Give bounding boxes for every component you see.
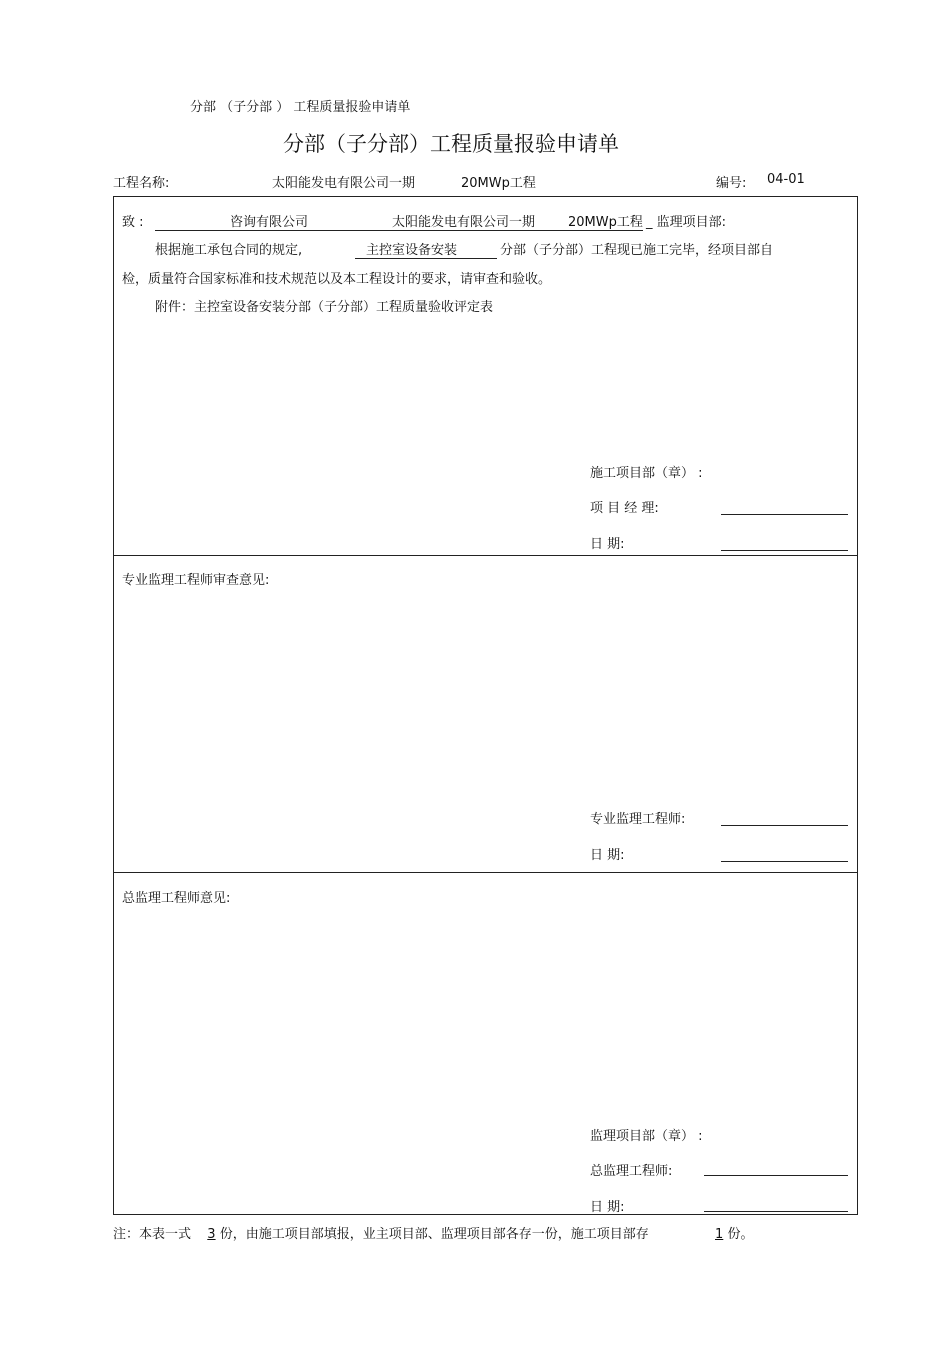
sig-dept-1: 施工项目部（章） : (590, 466, 703, 481)
sig-chief: 总监理工程师: (590, 1164, 673, 1179)
item-underline (355, 258, 497, 259)
to-project-suffix: 20MWp工程 (568, 215, 643, 230)
footer-note (113, 1223, 753, 1242)
to-company: 咨询有限公司 (230, 215, 309, 230)
project-suffix: 20MWp工程 (461, 176, 536, 191)
footer-post: 份。 (727, 1227, 754, 1242)
small-title: 分部 （子分部 ） 工程质量报验申请单 (190, 100, 411, 115)
sig-date-2: 日 期: (590, 848, 625, 863)
sig-dept-3: 监理项目部（章） : (590, 1129, 703, 1144)
project-name: 太阳能发电有限公司一期 (272, 176, 416, 191)
body-item: 主控室设备安装 (366, 243, 458, 258)
sig-date-3: 日 期: (590, 1200, 625, 1215)
sig-engineer-line[interactable] (721, 825, 848, 826)
sig-manager: 项 目 经 理: (590, 501, 659, 516)
sig-date-1: 日 期: (590, 537, 625, 552)
footer-mid: 份，由施工项目部填报，业主项目部、监理项目部各存一份，施工项目部存 (219, 1227, 649, 1242)
number-label: 编号: (716, 176, 747, 191)
chief-heading: 总监理工程师意见: (122, 891, 231, 906)
chief-opinion-section (113, 872, 858, 1215)
sig-engineer: 专业监理工程师: (590, 812, 686, 827)
footer-pre: 注：本表一式 (113, 1227, 192, 1242)
footer-keep: 1 (715, 1227, 724, 1242)
footer-copies: 3 (207, 1227, 216, 1242)
sig-date-3-line[interactable] (704, 1211, 848, 1212)
project-label: 工程名称: (113, 176, 170, 191)
to-project: 太阳能发电有限公司一期 (392, 215, 536, 230)
to-label: 致 : (122, 215, 144, 230)
sig-date-1-line[interactable] (721, 550, 848, 551)
engineer-heading: 专业监理工程师审查意见: (122, 573, 270, 588)
attachment: 附件：主控室设备安装分部（子分部）工程质量验收评定表 (155, 300, 494, 315)
sig-date-2-line[interactable] (721, 861, 848, 862)
sig-manager-line[interactable] (721, 514, 848, 515)
sig-chief-line[interactable] (704, 1175, 848, 1176)
to-dept: _ 监理项目部: (646, 215, 727, 230)
to-underline (155, 230, 643, 231)
body-line2: 检，质量符合国家标准和技术规范以及本工程设计的要求，请审查和验收。 (122, 272, 552, 287)
body-pre: 根据施工承包合同的规定, (155, 243, 303, 258)
number-value: 04-01 (767, 172, 805, 187)
body-post: 分部（子分部）工程现已施工完毕，经项目部自 (500, 243, 774, 258)
page-title: 分部（子分部）工程质量报验申请单 (283, 132, 619, 156)
